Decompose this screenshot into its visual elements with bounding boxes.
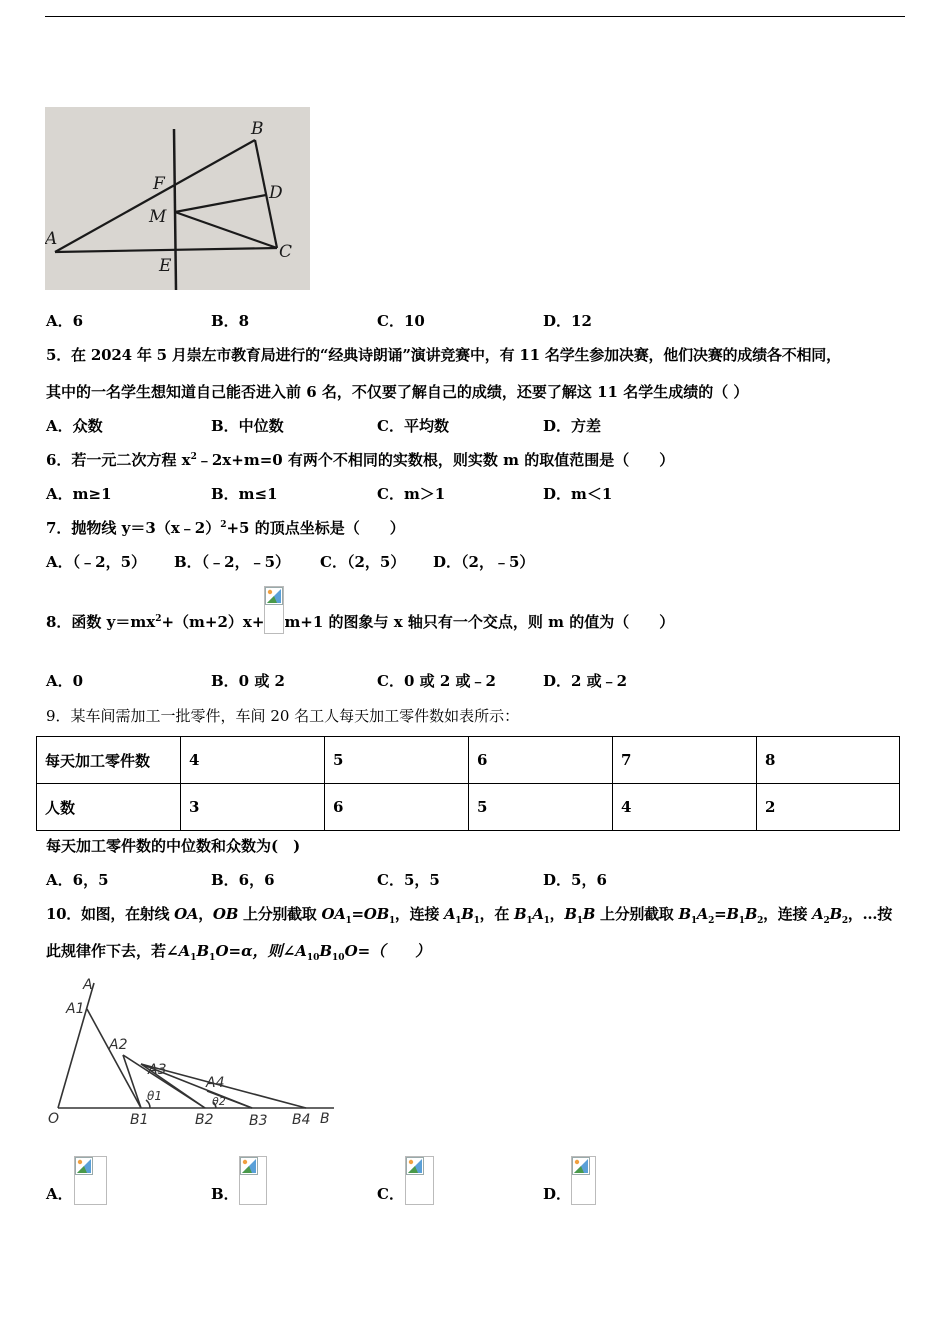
fig-label: A2 [109,1037,128,1053]
t: A [812,905,824,923]
t: B [196,942,210,960]
fig-label: E [159,256,172,276]
table-cell: 7 [613,737,757,784]
option-c: C．10 [377,312,425,330]
q8-text-a: 8．函数 y＝mx [46,613,156,631]
t: A [295,942,307,960]
t: ，连接 [763,905,813,923]
option-d: D．12 [543,312,592,330]
t: = [714,905,727,923]
q10-options [46,1156,906,1206]
broken-image-icon [74,1156,107,1205]
fig-label: θ1 [147,1089,162,1103]
option-c: C．m＞1 [377,485,446,503]
t: 1 [455,916,462,926]
t: A [532,905,544,923]
q6-options [46,484,906,504]
t: B [461,905,474,923]
t: B [726,905,739,923]
option-b: B．0 或 2 [211,672,285,690]
option-d: D． [543,1185,572,1203]
fig-label: B [251,119,264,139]
option-d: D．2 或﹣2 [543,672,628,690]
t: 1 [526,916,533,926]
fig-label: M [149,207,167,227]
table-cell: 5 [469,784,613,831]
t: ， [549,905,565,923]
line-MC [175,212,277,248]
t: B [829,905,842,923]
option-b: B．（﹣2，﹣5） [174,553,291,571]
q6-sup: 2 [190,452,197,462]
q7-text-a: 7．抛物线 y＝3（x﹣2） [46,519,221,537]
option-d: D．方差 [543,417,602,435]
option-b: B．m≤1 [211,485,278,503]
t: B [582,905,596,923]
t: 1 [473,916,480,926]
t: 上分别截取 [595,905,679,923]
line-MD [175,195,266,212]
q8-text-b: +（m+2）x+ [161,613,265,631]
t: 1 [388,916,395,926]
t: ，…按 [847,905,892,923]
t: 10 [306,953,320,963]
t: 2 [823,916,830,926]
option-b: B． [211,1185,239,1203]
t: OA [174,905,199,923]
fig-label: A1 [66,1001,85,1017]
fig-label: A4 [206,1075,225,1091]
q5-options [46,416,906,436]
broken-image-icon [264,586,284,634]
q9-table [36,736,900,831]
fig-label: B2 [195,1112,214,1128]
q7-options [46,552,906,572]
option-c: C．0 或 2 或﹣2 [377,672,496,690]
q10-figure [44,975,336,1135]
header-rule [45,16,905,17]
option-b: B．8 [211,312,250,330]
fig-label: B1 [130,1112,149,1128]
option-d: D．（2，﹣5） [433,553,535,571]
table-cell: 2 [757,784,900,831]
table-cell: 6 [469,737,613,784]
t: 10．如图，在射线 [46,905,175,923]
option-a: A．0 [46,672,84,690]
q10-line1 [46,904,892,924]
vertical-line [174,129,176,290]
t: OB [212,905,239,923]
fig-label: A3 [148,1062,167,1078]
q10-line2 [46,941,430,961]
seg-A1B1 [87,1009,141,1108]
table-row [37,784,900,831]
fig-label: C [279,242,293,262]
q6-question [46,450,674,470]
q7-text-b: +5 的顶点坐标是（ ） [226,519,405,537]
t: = [351,905,364,923]
t: ，在 [479,905,514,923]
t: 1 [190,953,197,963]
fig-label: B4 [292,1112,311,1128]
table-cell: 4 [181,737,325,784]
option-b: B．中位数 [211,417,284,435]
t: B [319,942,333,960]
option-b: B．6，6 [211,871,275,889]
option-c: C．（2，5） [320,553,406,571]
t: 1 [209,953,216,963]
q6-text-b: ﹣2x+m=0 有两个不相同的实数根，则实数 m 的取值范围是（ ） [196,451,675,469]
option-d: D．5，6 [543,871,607,889]
option-c: C．5，5 [377,871,440,889]
option-a: A．众数 [46,417,103,435]
broken-image-icon [405,1156,434,1205]
fig-label: D [269,183,283,203]
table-cell: 3 [181,784,325,831]
q7-sup: 2 [220,520,227,530]
q4-options [46,311,906,331]
t: 1 [345,916,352,926]
broken-image-icon [239,1156,267,1205]
option-a: A．6 [46,312,84,330]
q5-line2: 其中的一名学生想知道自己能否进入前 6 名，不仅要了解自己的成绩，还要了解这 11 名学生成绩的（ ） [46,383,749,401]
fig-label: A [45,229,58,249]
q9-options [46,870,906,890]
table-cell: 8 [757,737,900,784]
t: A [443,905,456,923]
fig-label: A [83,977,93,993]
t: ， [198,905,213,923]
q8-text-c: m+1 的图象与 x 轴只有一个交点，则 m 的值为（ ） [284,613,675,631]
t: 10 [332,953,345,963]
q8-options [46,671,906,691]
t: B [564,905,577,923]
t: 上分别截取 [238,905,322,923]
table-cell: 人数 [37,784,181,831]
q8-question [46,612,674,634]
t: B [744,905,758,923]
t: ，连接 [394,905,444,923]
t: 2 [841,916,848,926]
table-cell: 每天加工零件数 [37,737,181,784]
table-row [37,737,900,784]
q8-sup: 2 [155,614,162,624]
fig-label: O [48,1111,60,1127]
option-a: A．6，5 [46,871,109,889]
q9-intro: 9．某车间需加工一批零件，车间 20 名工人每天加工零件数如表所示： [46,707,520,725]
broken-image-icon [571,1156,596,1205]
t: A [696,905,709,923]
line-AB [55,140,255,252]
fig-label: B [320,1111,330,1127]
option-a: A．m≥1 [46,485,112,503]
t: 此规律作下去，若∠ [46,942,179,960]
t: B [678,905,691,923]
t: 1 [543,916,550,926]
fig-label: F [153,174,165,194]
q9-question: 每天加工零件数的中位数和众数为( ) [46,837,301,855]
t: 1 [576,916,583,926]
q6-text-a: 6．若一元二次方程 x [46,451,191,469]
t: 2 [708,916,715,926]
option-c: C．平均数 [377,417,449,435]
t: 1 [690,916,697,926]
t: OA [321,905,346,923]
option-a: A．（﹣2，5） [46,553,147,571]
option-d: D．m＜1 [543,485,613,503]
t: OB [363,905,389,923]
table-cell: 6 [325,784,469,831]
t: 2 [757,916,764,926]
table-cell: 4 [613,784,757,831]
option-a: A． [46,1185,73,1203]
q5-line1: 5．在 2024 年 5 月崇左市教育局进行的“经典诗朗诵”演讲竞赛中，有 11 名学生参加决赛，他们决赛的成绩各不相同， [46,346,841,364]
t: O=α，则∠ [215,942,296,960]
table-cell: 5 [325,737,469,784]
fig-label: θ2 [212,1095,226,1108]
t: O=（ ） [344,942,431,960]
q4-figure [45,107,310,290]
fig-label: B3 [249,1113,268,1129]
t: 1 [738,916,745,926]
t: A [178,942,191,960]
q7-question [46,518,405,538]
option-c: C． [377,1185,404,1203]
line-AC [55,248,277,252]
t: B [513,905,527,923]
